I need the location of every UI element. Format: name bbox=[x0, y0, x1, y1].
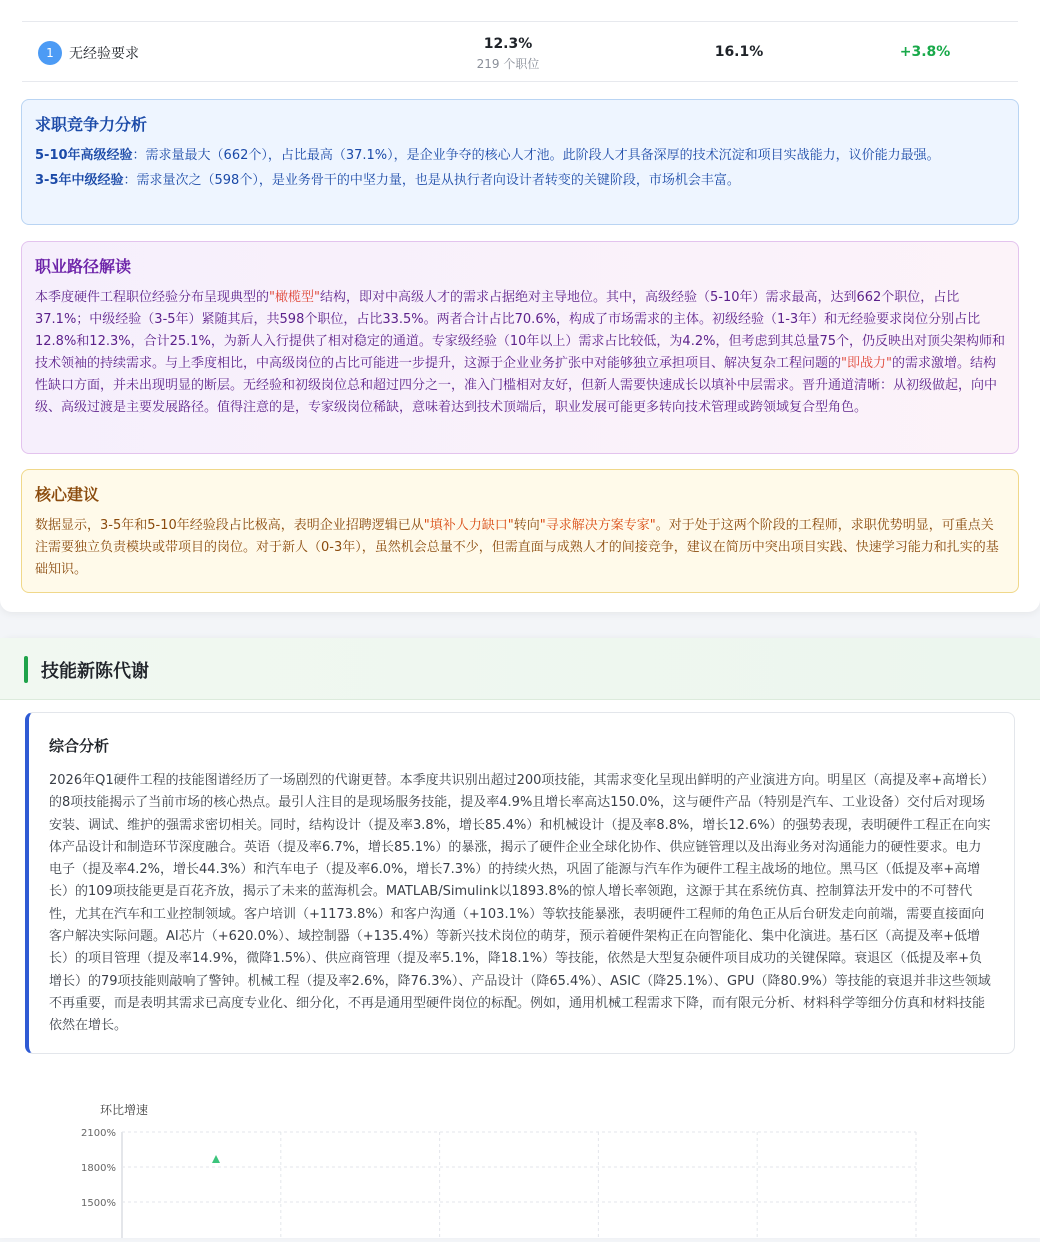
career-path-title: 职业路径解读 bbox=[35, 257, 132, 276]
advice-title: 核心建议 bbox=[35, 485, 100, 504]
skills-chart bbox=[0, 1098, 1040, 1238]
analysis-box bbox=[25, 712, 1015, 1054]
y-tick-label: 2100% bbox=[81, 1128, 116, 1139]
section-header bbox=[0, 638, 1040, 700]
y-tick-label: 1800% bbox=[81, 1163, 116, 1174]
rank-badge: 1 bbox=[38, 41, 62, 65]
analysis-text: 2026年Q1硬件工程的技能图谱经历了一场剧烈的代谢更替。本季度共识别出超过200项技能，其需求变化呈现出鲜明的产业演进方向。明星区（高提及率+高增长）的8项技能揭示了当前市场的核心热点。最引人注目的是现场服务技能，提及率4.9%且增长率高达150.0%，这与硬件产品（特别是汽车、工业设备）交付后对现场安装、调试、维护的强需求密切相关。同时，结构设计（提及率3.8%，增长85.4%）和机械设计（提及率8.8%，增长12.6%）的强势表现，表明硬件工程正在向实体产品设计和制造环节深度融合。英语（提及率6.7%，增长85.1%）的暴涨，揭示了硬件企业全球化协作、供应链管理以及出海业务对沟通能力的硬性要求。电力电子（提及率4.2%，增长44.3%）和汽车电子（提及率6.0%，增长7.3%）的持续火热，巩固了能源与汽车作为硬件工程主战场的地位。黑马区（低提及率+高增长）的109项技能更是百花齐放，揭示了未来的蓝海机会。MATLAB/Simulink以1893.8%的惊人增长率领跑，这源于其在系统仿真、控制算法开发中的不可替代性，尤其在汽车和工业控制领域。客户培训（+1173.8%）和客户沟通（+103.1%）等软技能暴涨，表明硬件工程师的角色正从后台研发走向前端，需要直接面向客户解决实际问题。AI芯片（+620.0%）、域控制器（+135.4%）等新兴技术岗位的萌芽，预示着硬件架构正在向智能化、集中化演进。基石区（高提及率+低增长）的项目管理（提及率14.9%，微降1.5%）、供应商管理（提及率5.1%，降18.1%）等技能，依然是大型复杂硬件项目成功的关键保障。衰退区（低提及率+负增长）的79项技能则敲响了警钟。机械工程（提及率2.6%，降76.3%）、产品设计（降65.4%）、ASIC（降25.1%）、GPU（降80.9%）等技能的衰退并非这些领域不再重要，而是表明其需求已高度专业化、细分化，不再是通用型硬件岗位的标配。例如，通用机械工程需求下降，而有限元分析、材料科学等细分仿真和材料技能依然在增长。 bbox=[49, 773, 991, 1034]
competitiveness-title: 求职竞争力分析 bbox=[35, 115, 148, 134]
section-title: 技能新陈代谢 bbox=[41, 661, 149, 682]
skills-card bbox=[0, 638, 1040, 1238]
previous-percent: 16.1% bbox=[714, 44, 764, 60]
advice-text: 数据显示，3-5年和5-10年经验段占比极高，表明企业招聘逻辑已从"填补人力缺口"转向"寻求解决方案专家"。对于处于这两个阶段的工程师，求职优势明显，可重点关注需要独立负责模块或带项目的岗位。对于新人（0-3年），虽然机会总量不少，但需直面与成熟人才的间接竞争，建议在简历中突出项目实践、快速学习能力和扎实的基础知识。 bbox=[35, 518, 999, 577]
career-path-text: 本季度硬件工程职位经验分布呈现典型的"橄榄型"结构，即对中高级人才的需求占据绝对主导地位。其中，高级经验（5-10年）需求最高，达到662个职位，占比37.1%；中级经验（3-5年）紧随其后，共598个职位，占比33.5%。两者合计占比70.6%，构成了市场需求的主体。初级经验（1-3年）和无经验要求岗位分别占比12.8%和12.3%，合计25.1%，为新人入行提供了相对稳定的通道。专家级经验（10年以上）需求占比较低，为4.2%，但考虑到其总量75个，仍反映出对顶尖架构师和技术领袖的持续需求。与上季度相比，中高级岗位的占比可能进一步提升，这源于企业业务扩张中对能够独立承担项目、解决复杂工程问题的"即战力"的需求激增。结构性缺口方面，并未出现明显的断层。无经验和初级岗位总和超过四分之一，准入门槛相对友好，但新人需要快速成长以填补中层需求。晋升通道清晰：从初级做起，向中级、高级过渡是主要发展路径。值得注意的是，专家级岗位稀缺，意味着达到技术顶端后，职业发展可能更多转向技术管理或跨领域复合型角色。 bbox=[35, 290, 1006, 415]
competitiveness-item: 3-5年中级经验：需求量次之（598个），是业务骨干的中坚力量，也是从执行者向设计者转变的关键阶段，市场机会丰富。 bbox=[35, 173, 740, 188]
scatter-chart bbox=[0, 1098, 1040, 1238]
competitiveness-box bbox=[21, 99, 1019, 225]
advice-box bbox=[21, 469, 1019, 593]
y-tick-label: 1500% bbox=[81, 1198, 116, 1209]
data-point bbox=[212, 1155, 220, 1163]
section-accent-bar bbox=[24, 656, 28, 683]
current-percent: 12.3% bbox=[483, 36, 533, 52]
career-path-box bbox=[21, 241, 1019, 454]
table-row bbox=[22, 22, 1018, 82]
experience-label: 无经验要求 bbox=[69, 46, 139, 62]
y-axis-label: 环比增速 bbox=[100, 1103, 149, 1117]
competitiveness-item: 5-10年高级经验：需求量最大（662个），占比最高（37.1%），是企业争夺的核心人才池。此阶段人才具备深厚的技术沉淀和项目实战能力，议价能力最强。 bbox=[35, 148, 940, 163]
change-value: +3.8% bbox=[899, 44, 951, 60]
job-count: 219 个职位 bbox=[476, 57, 540, 71]
analysis-title: 综合分析 bbox=[49, 737, 110, 755]
table-row bbox=[22, 0, 1018, 22]
